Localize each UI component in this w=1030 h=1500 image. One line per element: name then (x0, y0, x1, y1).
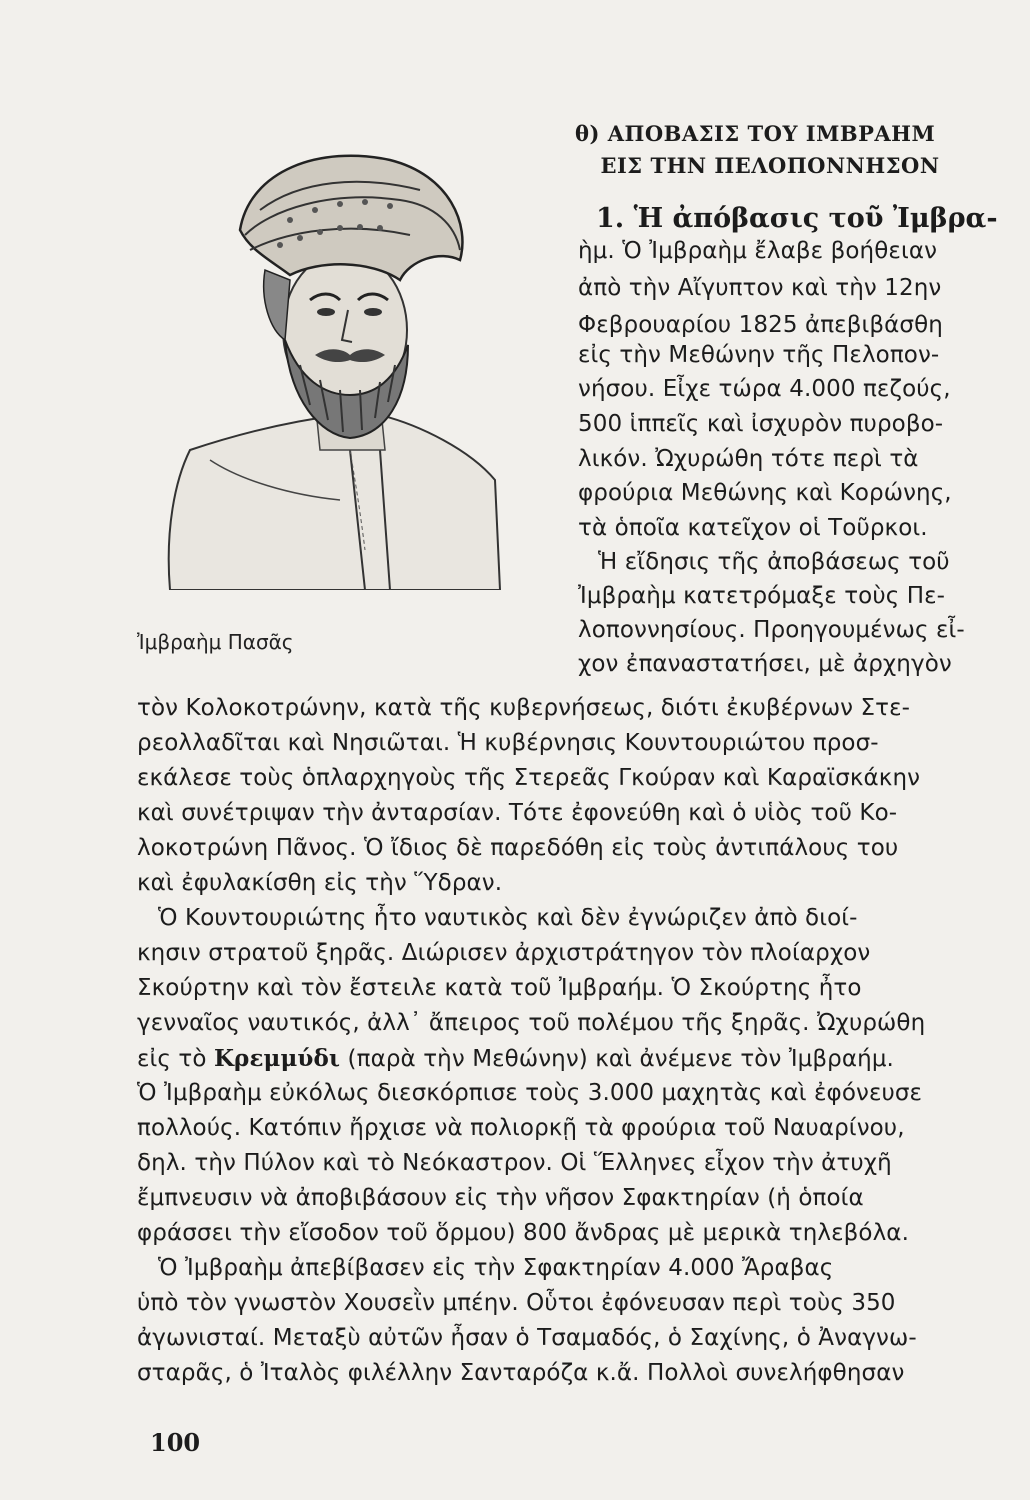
text-line: Φεβρουαρίου 1825 ἀπεβιβάσθη (578, 312, 943, 338)
portrait-drawing (150, 150, 590, 590)
text-line: σταρᾶς, ὁ Ἰταλὸς φιλέλλην Σανταρόζα κ.ἄ. Πολλοὶ συνελήφθησαν (137, 1360, 905, 1386)
text-line: Ἡ εἴδησις τῆς ἀποβάσεως τοῦ (598, 549, 950, 575)
text-line: Ἰμβραὴμ κατετρόμαξε τοὺς Πε- (578, 583, 946, 609)
text-line: ρεολλαδῖται καὶ Νησιῶται. Ἡ κυβέρνησις Κουντουριώτου προσ- (137, 730, 879, 756)
text-line: λικόν. Ὠχυρώθη τότε περὶ τὰ (578, 446, 919, 472)
text-line: κησιν στρατοῦ ξηρᾶς. Διώρισεν ἀρχιστράτηγον τὸν πλοίαρχον (137, 940, 871, 966)
text-line: λοποννησίους. Προηγουμένως εἶ- (578, 617, 965, 643)
text-line: εκάλεσε τοὺς ὁπλαρχηγοὺς τῆς Στερεᾶς Γκούραν καὶ Καραϊσκάκην (137, 765, 921, 791)
text-line: ὑπὸ τὸν γνωστὸν Χουσεῒν μπέην. Οὗτοι ἐφόνευσαν περὶ τοὺς 350 (137, 1290, 896, 1316)
text-line: καὶ ἐφυλακίσθη εἰς τὴν Ὕδραν. (137, 870, 503, 896)
text-line: τὸν Κολοκοτρώνην, κατὰ τῆς κυβερνήσεως, διότι ἐκυβέρνων Στε- (137, 695, 911, 721)
page-number: 100 (150, 1428, 201, 1457)
heading-line-2: ΕΙΣ ΤΗΝ ΠΕΛΟΠΟΝΝΗΣΟΝ (600, 153, 940, 178)
text-line: πολλούς. Κατόπιν ἤρχισε νὰ πολιορκῇ τὰ φρούρια τοῦ Ναυαρίνου, (137, 1115, 905, 1141)
text-line: ἀπὸ τὴν Αἴγυπτον καὶ τὴν 12ην (578, 275, 942, 301)
text-line: Ὁ Ἰμβραὴμ εὐκόλως διεσκόρπισε τοὺς 3.000 μαχητὰς καὶ ἐφόνευσε (137, 1080, 923, 1106)
text-line: καὶ συνέτριψαν τὴν ἀνταρσίαν. Τότε ἐφονεύθη καὶ ὁ υἱὸς τοῦ Κο- (137, 800, 898, 826)
text-line: ἔμπνευσιν νὰ ἀποβιβάσουν εἰς τὴν νῆσον Σφακτηρίαν (ἡ ὁποία (137, 1185, 864, 1211)
portrait-caption: Ἰμβραὴμ Πασᾶς (137, 630, 294, 654)
heading-line-1: θ) ΑΠΟΒΑΣΙΣ ΤΟΥ ΙΜΒΡΑΗΜ (575, 121, 936, 146)
portrait-illustration (150, 150, 590, 590)
text-line: Σκούρτην καὶ τὸν ἔστειλε κατὰ τοῦ Ἰμβραήμ. Ὁ Σκούρτης ἦτο (137, 975, 862, 1001)
text-line: γενναῖος ναυτικός, ἀλλ᾽ ἄπειρος τοῦ πολέμου τῆς ξηρᾶς. Ὠχυρώθη (137, 1010, 926, 1036)
text-line: νήσου. Εἶχε τώρα 4.000 πεζούς, (578, 376, 951, 402)
text-line: λοκοτρώνη Πᾶνος. Ὁ ἴδιος δὲ παρεδόθη εἰς τοὺς ἀντιπάλους του (137, 835, 899, 861)
text-fragment: (παρὰ τὴν Μεθώνην) καὶ ἀνέμενε τὸν Ἰμβραήμ. (340, 1046, 894, 1072)
text-line: δηλ. τὴν Πύλον καὶ τὸ Νεόκαστρον. Οἱ Ἕλληνες εἶχον τὴν ἀτυχῆ (137, 1150, 892, 1176)
text-line: χον ἐπαναστατήσει, μὲ ἀρχηγὸν (578, 651, 952, 677)
bold-place-name: Κρεμμύδι (213, 1045, 341, 1072)
section-title: 1. Ἡ ἀπόβασις τοῦ Ἰμβρα- (596, 203, 998, 234)
text-line: εἰς τὴν Μεθώνην τῆς Πελοπον- (578, 342, 940, 368)
chapter-heading (575, 118, 965, 182)
text-line-with-bold (137, 1047, 894, 1071)
text-line: φράσσει τὴν εἴσοδον τοῦ ὅρμου) 800 ἄνδρας μὲ μερικὰ τηλεβόλα. (137, 1220, 909, 1246)
text-line: φρούρια Μεθώνης καὶ Κορώνης, (578, 480, 952, 506)
text-line: ὴμ. Ὁ Ἰμβραὴμ ἔλαβε βοήθειαν (578, 238, 938, 264)
text-fragment: εἰς τὸ (137, 1046, 214, 1072)
text-line: 500 ἱππεῖς καὶ ἰσχυρὸν πυροβο- (578, 411, 944, 437)
text-line: τὰ ὁποῖα κατεῖχον οἱ Τοῦρκοι. (578, 515, 928, 541)
text-line: Ὁ Κουντουριώτης ἦτο ναυτικὸς καὶ δὲν ἐγνώριζεν ἀπὸ διοί- (158, 905, 858, 931)
text-line: ἀγωνισταί. Μεταξὺ αὐτῶν ἦσαν ὁ Τσαμαδός, ὁ Σαχίνης, ὁ Ἀναγνω- (137, 1325, 917, 1351)
text-line: Ὁ Ἰμβραὴμ ἀπεβίβασεν εἰς τὴν Σφακτηρίαν 4.000 Ἄραβας (158, 1255, 834, 1281)
